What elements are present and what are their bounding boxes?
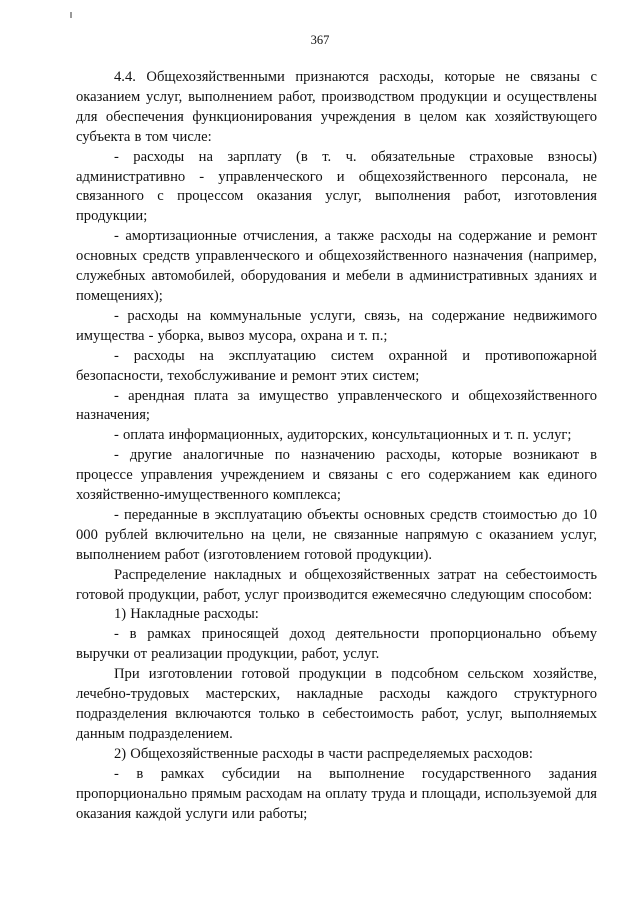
list-item-rent: - арендная плата за имущество управленческого и общехозяйственного назначения; (76, 387, 597, 424)
list-item-depreciation: - амортизационные отчисления, а также расходы на содержание и ремонт основных средств управленческого и общехозяйственного назначения (например, служебных автомобилей, оборудования и мебели в административных зданиях и помещениях); (76, 228, 597, 304)
heading-overhead-costs: 1) Накладные расходы: (114, 606, 259, 623)
page-number: 367 (310, 33, 330, 47)
heading-general-costs: 2) Общехозяйственные расходы в части распределяемых расходов: (114, 745, 533, 762)
list-item-other-expenses: - другие аналогичные по назначению расходы, которые возникают в процессе управления учреждением и связаны с его содержанием как единого хозяйственно-имущественного комплекса; (76, 447, 597, 504)
list-item-fixed-assets: - переданные в эксплуатацию объекты основных средств стоимостью до 10 000 рублей включительно на цели, не связанные напрямую с оказанием услуг, выполнением работ (изготовлением готовой продукции). (76, 506, 597, 563)
paragraph-overhead-definition: 4.4. Общехозяйственными признаются расходы, которые не связаны с оказанием услуг, выполнением работ, производством продукции и осуществлены для обеспечения функционирования учреждения в целом как хозяйствующего субъекта в том числе: (76, 69, 597, 145)
list-item-services: - оплата информационных, аудиторских, консультационных и т. п. услуг; (114, 427, 572, 444)
list-item-revenue-proportion: - в рамках приносящей доход деятельности пропорционально объему выручки от реализации продукции, работ, услуг. (76, 626, 597, 663)
scan-artifact (70, 12, 72, 18)
list-item-salary: - расходы на зарплату (в т. ч. обязательные страховые взносы) административно - управленческого и общехозяйственного персонала, не связанного с процессом оказания услуг, выполнения работ, изготовления продукции; (76, 148, 597, 225)
document-body (76, 68, 597, 824)
paragraph-production: При изготовлении готовой продукции в подсобном сельском хозяйстве, лечебно-трудовых мастерских, накладные расходы каждого структурного подразделения включаются только в себестоимость работ, услуг, выполняемых данным подразделением. (76, 666, 597, 742)
list-item-security-systems: - расходы на эксплуатацию систем охранной и противопожарной безопасности, техобслуживание и ремонт этих систем; (76, 347, 597, 384)
list-item-utilities: - расходы на коммунальные услуги, связь, на содержание недвижимого имущества - уборка, вывоз мусора, охрана и т. п.; (76, 307, 597, 344)
paragraph-distribution: Распределение накладных и общехозяйственных затрат на себестоимость готовой продукции, работ, услуг производится ежемесячно следующим способом: (76, 566, 597, 603)
list-item-subsidy: - в рамках субсидии на выполнение государственного задания пропорционально прямым расходам на оплату труда и площади, используемой для оказания каждой услуги или работы; (76, 765, 597, 822)
